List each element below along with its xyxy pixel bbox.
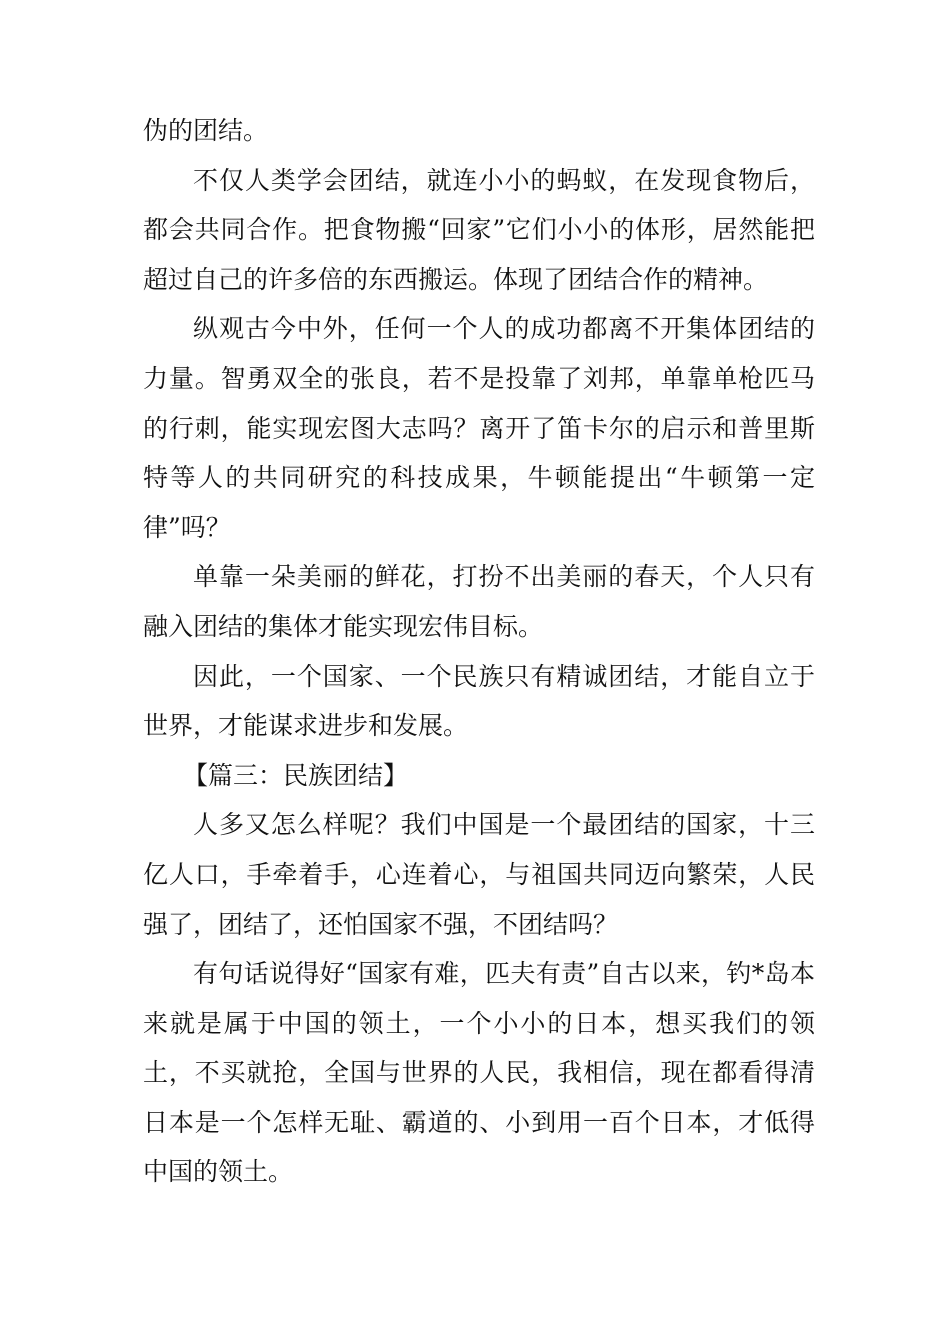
- paragraph-population: 人多又怎么样呢？我们中国是一个最团结的国家，十三亿人口，手牵着手，心连着心，与祖国共同迈向繁荣，人民强了，团结了，还怕国家不强，不团结吗？: [143, 810, 815, 939]
- paragraph-continuation: 伪的团结。: [143, 116, 269, 145]
- section-heading: 【篇三：民族团结】: [183, 760, 409, 790]
- paragraph-conclusion: 因此，一个国家、一个民族只有精诚团结，才能自立于世界，才能谋求进步和发展。: [143, 661, 815, 741]
- paragraph-territory: 有句话说得好“国家有难，匹夫有责”自古以来，钓*岛本来就是属于中国的领土，一个小小的日本，想买我们的领土，不买就抢，全国与世界的人民，我相信，现在都看得清日本是一个怎样无耻、霸道的、小到用一百个日本，才低得中国的领土。: [143, 959, 815, 1187]
- paragraph-flower: 单靠一朵美丽的鲜花，打扮不出美丽的春天，个人只有融入团结的集体才能实现宏伟目标。: [143, 562, 815, 641]
- document-body: [143, 106, 815, 1197]
- paragraph-ants: 不仅人类学会团结，就连小小的蚂蚁，在发现食物后，都会共同合作。把食物搬“回家”它们小小的体形，居然能把超过自己的许多倍的东西搬运。体现了团结合作的精神。: [143, 165, 815, 294]
- paragraph-history: 纵观古今中外，任何一个人的成功都离不开集体团结的力量。智勇双全的张良，若不是投靠了刘邦，单靠单枪匹马的行刺，能实现宏图大志吗？离开了笛卡尔的启示和普里斯特等人的共同研究的科技成果，牛顿能提出“牛顿第一定律”吗？: [143, 314, 815, 542]
